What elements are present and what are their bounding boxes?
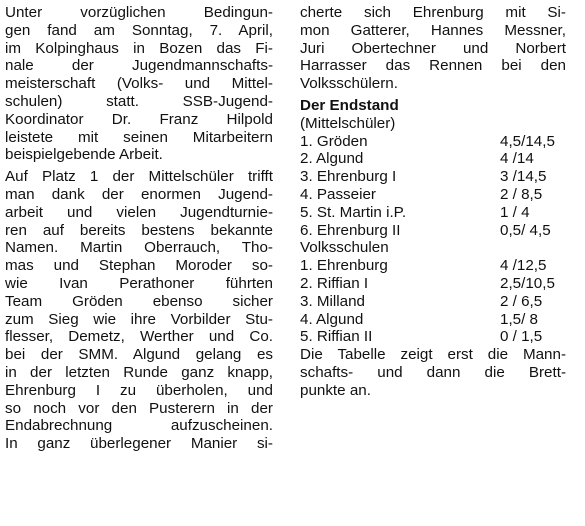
text-line: zum Sieg wie ihre Vorbilder Stu- [5, 310, 273, 328]
text-line: nale der Jugendmannschafts- [5, 57, 273, 75]
team-score: 2,5/10,5 [500, 274, 555, 292]
team-score: 1 / 4 [500, 203, 530, 221]
table-row [300, 328, 566, 346]
right-column [300, 4, 566, 400]
text-line: Harrasser das Rennen bei den [300, 57, 566, 75]
mittelschueler-table [300, 133, 566, 240]
team-name: 6. Ehrenburg II [300, 221, 401, 239]
text-line: Endabrechnung aufzuscheinen. [5, 417, 273, 435]
team-name: 3. Milland [300, 292, 365, 310]
text-line: gen fand am Sonntag, 7. April, [5, 21, 273, 39]
table-row [300, 222, 566, 240]
text-line: ren auf bereits bestens bekannte [5, 221, 273, 239]
table-row [300, 275, 566, 293]
team-name: 5. Riffian II [300, 328, 373, 346]
team-score: 3 /14,5 [500, 168, 547, 186]
paragraph-continued [300, 4, 566, 93]
team-score: 1,5/ 8 [500, 310, 538, 328]
text-line: beispielgebende Arbeit. [5, 146, 163, 164]
text-line: Die Tabelle zeigt erst die Mann- [300, 346, 566, 364]
table-row [300, 311, 566, 329]
team-name: 2. Algund [300, 150, 364, 168]
text-line: In ganz überlegener Manier si- [5, 435, 273, 453]
team-score: 2 / 8,5 [500, 185, 543, 203]
text-line: Auf Platz 1 der Mittelschüler trifft [5, 168, 273, 186]
text-line: arbeit und vielen Jugendturnie- [5, 203, 273, 221]
table-row [300, 150, 566, 168]
paragraph-report [5, 168, 273, 453]
team-score: 2 / 6,5 [500, 292, 543, 310]
paragraph-note [300, 346, 566, 399]
team-score: 0 / 1,5 [500, 328, 543, 346]
team-name: 4. Passeier [300, 185, 376, 203]
results-subheading: (Mittelschüler) [300, 114, 396, 132]
team-score: 4 /14 [500, 150, 534, 168]
volksschulen-table [300, 257, 566, 346]
table-row [300, 293, 566, 311]
team-name: 5. St. Martin i.P. [300, 203, 407, 221]
team-name: 1. Gröden [300, 132, 368, 150]
text-line: wie Ivan Perathoner führten [5, 274, 273, 292]
text-line: schulen) statt. SSB-Jugend- [5, 92, 273, 110]
team-name: 1. Ehrenburg [300, 257, 388, 275]
text-line: Ehrenburg I zu überholen, und [5, 381, 273, 399]
table-row [300, 133, 566, 151]
paragraph-intro [5, 4, 273, 164]
text-line: mas und Stephan Moroder so- [5, 257, 273, 275]
team-score: 4,5/14,5 [500, 132, 555, 150]
team-name: 3. Ehrenburg I [300, 168, 397, 186]
left-column [5, 4, 273, 453]
text-line: Volksschülern. [300, 75, 398, 93]
text-line: cherte sich Ehrenburg mit Si- [300, 4, 566, 21]
table-row [300, 204, 566, 222]
text-line: Team Gröden ebenso sicher [5, 292, 273, 310]
table-row [300, 186, 566, 204]
text-line: schafts- und dann die Brett- [300, 363, 566, 381]
team-score: 0,5/ 4,5 [500, 221, 551, 239]
text-line: Namen. Martin Oberrauch, Tho- [5, 239, 273, 257]
text-line: so noch vor den Pusterern in der [5, 399, 273, 417]
text-line: mon Gatterer, Hannes Messner, [300, 21, 566, 39]
text-line: meisterschaft (Volks- und Mittel- [5, 75, 273, 93]
text-line: Unter vorzüglichen Bedingun- [5, 4, 273, 21]
text-line: im Kolpinghaus in Bozen das Fi- [5, 39, 273, 57]
table-row [300, 168, 566, 186]
team-score: 4 /12,5 [500, 257, 547, 275]
text-line: Koordinator Dr. Franz Hilpold [5, 110, 273, 128]
team-name: 2. Riffian I [300, 274, 369, 292]
text-line: flesser, Demetz, Werther und Co. [5, 328, 273, 346]
table-row [300, 257, 566, 275]
team-name: 4. Algund [300, 310, 364, 328]
results-heading: Der Endstand [300, 96, 399, 114]
text-line: leistete mit seinen Mitarbeitern [5, 128, 273, 146]
text-line: punkte an. [300, 381, 371, 399]
text-line: man dank der enormen Jugend- [5, 185, 273, 203]
text-line: Juri Obertechner und Norbert [300, 39, 566, 57]
volksschulen-label: Volksschulen [300, 239, 389, 257]
text-line: in der letzten Runde ganz knapp, [5, 363, 273, 381]
text-line: bei der SMM. Algund gelang es [5, 346, 273, 364]
